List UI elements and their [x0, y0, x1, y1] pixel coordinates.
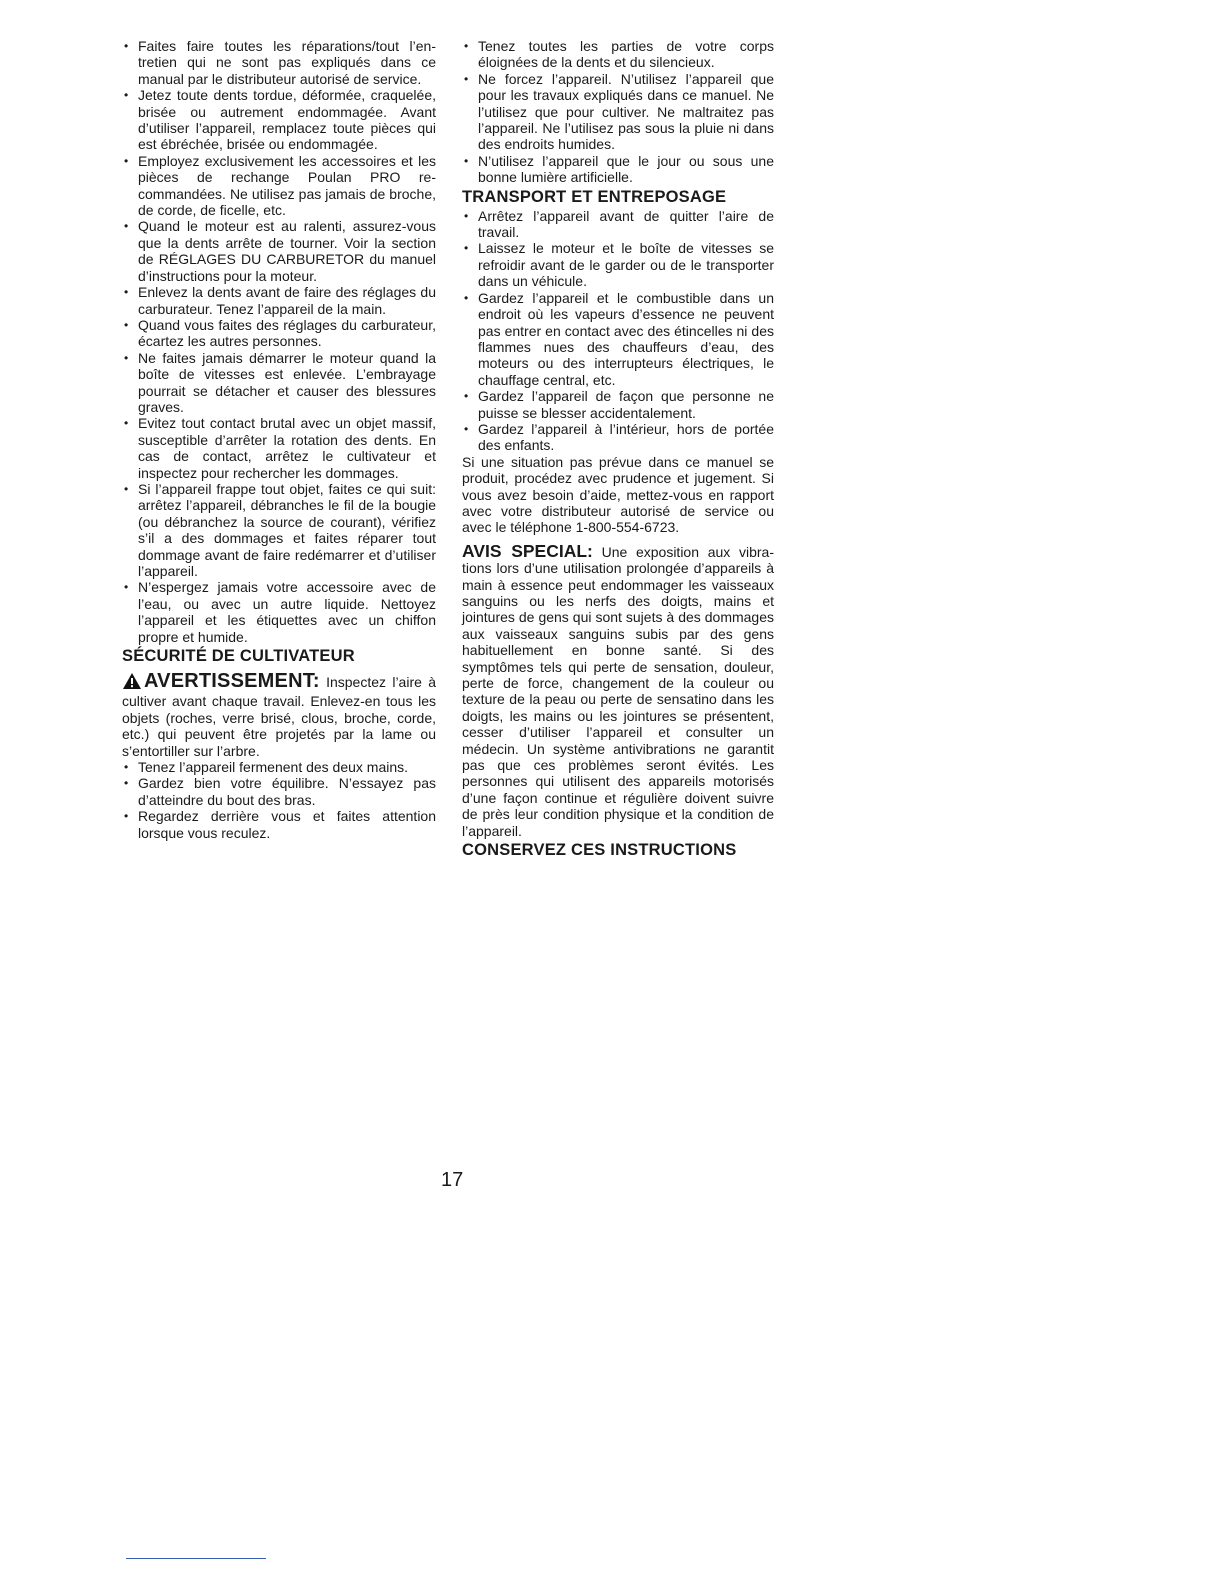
list-item: • Ne faites jamais démarrer le moteur quand la boîte de vitesses est enlevée. L’embrayage pourrait se détacher et causer des blessures graves.: [122, 350, 436, 416]
save-instructions-heading: CONSERVEZ CES INSTRUCTIONS: [462, 841, 737, 860]
list-item: • Jetez toute dents tordue, déformée, craquelée, brisée ou autrement endommagée. Avant d’utiliser l’appareil, remplacez toute pièces qui est ébréchée, brisée ou endommagée.: [122, 87, 436, 153]
general-safety-list: [122, 38, 436, 645]
list-item: • Si l’appareil frappe tout objet, faites ce qui suit: arrêtez l’appareil, débranches le fil de la bougie (ou débranchez la source de courant), vérifiez s’il a des dommages et faites réparer tout dommage avant de faire redémarrer et d’utiliser l’appareil.: [122, 481, 436, 579]
special-notice-label: AVIS SPECIAL:: [462, 540, 593, 561]
transport-storage-list: [462, 208, 774, 454]
list-item: • Laissez le moteur et le boîte de vitesses se refroidir avant de le garder ou de le transporter dans un véhicule.: [462, 240, 774, 289]
unforeseen-situation-paragraph: Si une situation pas prévue dans ce manuel se produit, procédez avec prudence et jugement. Si vous avez besoin d’aide, mettez-vous en rapport avec votre distributeur autorisé de service ou avec le téléphone 1-800-554-6723.: [462, 453, 774, 536]
list-item: • Gardez l’appareil à l’intérieur, hors de portée des enfants.: [462, 421, 774, 454]
special-notice-block: [462, 540, 774, 839]
list-item: • N’espergez jamais votre accessoire avec de l’eau, ou avec un autre liquide. Nettoyez l’appareil et les étiquettes avec un chiffon propre et humide.: [122, 579, 436, 645]
operation-safety-list: [462, 38, 774, 186]
list-item: • Quand vous faites des réglages du carburateur, écartez les autres personnes.: [122, 317, 436, 350]
list-item: • Ne forcez l’appareil. N’utilisez l’appareil que pour les travaux expliqués dans ce manuel. Ne l’utilisez que pour cultiver. Ne maltraitez pas l’appareil. Ne l’utilisez pas sous la pluie ni dans des endroits humides.: [462, 71, 774, 153]
warning-text: Inspectez l’aire à cultiver avant chaque travail. Enlevez-en tous les objets (roches, verre brisé, clous, broche, corde, etc.) qui peuvent être projetés par la lame ou s’entortiller sur l’arbre.: [122, 674, 436, 759]
list-item: • Enlevez la dents avant de faire des réglages du carburateur. Tenez l’appareil de la main.: [122, 284, 436, 317]
transport-storage-heading: TRANSPORT ET ENTREPOSAGE: [462, 187, 727, 206]
cultivator-safety-list: [122, 759, 436, 841]
warning-block: [122, 672, 436, 759]
list-item: • Gardez l’appareil de façon que personne ne puisse se blesser accidentalement.: [462, 388, 774, 421]
list-item: • Tenez toutes les parties de votre corps éloignées de la dents et du silencieux.: [462, 38, 774, 71]
page-number: 17: [441, 1169, 464, 1191]
list-item: • Gardez bien votre équilibre. N’essayez pas d’atteindre du bout des bras.: [122, 775, 436, 808]
list-item: • Tenez l’appareil fermenent des deux mains.: [122, 759, 436, 775]
list-item: • Quand le moteur est au ralenti, assurez-vous que la dents arrête de tourner. Voir la section de RÉGLAGES DU CARBURETOR du manuel d’instructions pour la moteur.: [122, 218, 436, 284]
warning-triangle-icon: [122, 672, 142, 693]
list-item: • Employez exclusivement les accessoires et les pièces de rechange Poulan PRO recommandées. Ne utilisez pas jamais de broche, de corde, de ficelle, etc.: [122, 153, 436, 219]
cultivator-safety-heading: SÉCURITÉ DE CULTIVATEUR: [122, 647, 355, 666]
list-item: • Faites faire toutes les réparations/tout l’entretien qui ne sont pas expliqués dans ce manual par le distributeur autorisé de service.: [122, 38, 436, 87]
right-column: [462, 38, 774, 861]
list-item: • N’utilisez l’appareil que le jour ou sous une bonne lumière artificielle.: [462, 153, 774, 186]
list-item: • Evitez tout contact brutal avec un objet massif, susceptible d’arrêter la rotation des dents. En cas de contact, arrêtez le cultivateur et inspectez pour rechercher les dommages.: [122, 415, 436, 481]
list-item: • Regardez derrière vous et faites attention lorsque vous reculez.: [122, 808, 436, 841]
warning-label: AVERTISSEMENT:: [144, 670, 320, 693]
left-column: [122, 38, 436, 841]
list-item: • Gardez l’appareil et le combustible dans un endroit où les vapeurs d’essence ne peuvent pas entrer en contact avec des étincelles ni des flammes nues des chauffeurs d’eau, des moteurs ou des interrupteurs électriques, le chauffage central, etc.: [462, 290, 774, 388]
special-notice-text: Une exposition aux vibrations lors d’une utilisation prolongée d’appareils à main à essence peut endommager les vaisseaux sanguins ou les nerfs des doigts, mains et jointures de gens qui sont sujets à des dommages aux vaisseaux sanguins subis par des gens habituellement en bonne santé. Si des symptômes tels qui perte de sensation, douleur, perte de force, changement de la couleur ou texture de la peau ou perte de sensatino dans les doigts, les mains ou les jointures se présentent, cesser d’utiliser l’appareil et consulter un médecin. Un système antivibrations ne garantit pas que ces problèmes seront évités. Les personnes qui utilisent des appareils motorisés d’une façon continue et régulière doivent suivre de près leur condition physique et la condition de l’appareil.: [462, 543, 774, 839]
footer-divider: [126, 1558, 266, 1559]
list-item: • Arrêtez l’appareil avant de quitter l’aire de travail.: [462, 208, 774, 241]
